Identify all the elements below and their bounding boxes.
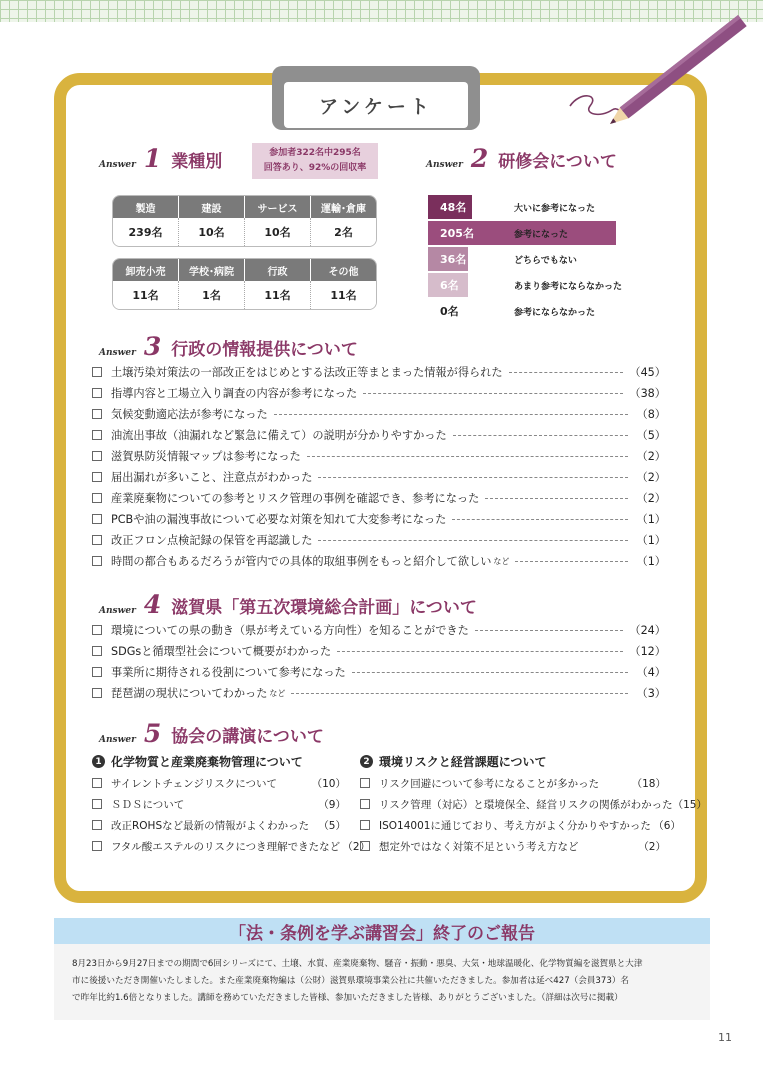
item-count: （24）	[629, 624, 666, 637]
list-item	[92, 662, 666, 682]
report-body: 8月23日から9月27日までの期間で6回シリーズにて、土壌、水質、産業廃棄物、騒音・振動・悪臭、大気・地球温暖化、化学物質編を滋賀県と大津 市に後援いただき開催いたしました。また産業廃棄物編は（公財）滋賀県環境事業公社に共催いただきました。参加者は延べ427（会員373）名 で昨年比約1.6倍となりました。講師を務めていただきました皆様、参加いただきました皆様、ありがとうございました。（詳細は次号に掲載）	[72, 959, 643, 1003]
leader-dots	[475, 630, 624, 631]
item-count: （6）	[653, 819, 681, 832]
item-count: （5）	[318, 819, 346, 832]
list-item	[92, 836, 371, 856]
rating-bar: 205名	[428, 221, 616, 245]
item-count: （12）	[629, 645, 666, 658]
item-text: サイレントチェンジリスクについて	[111, 777, 278, 790]
industry-count: 2名	[311, 218, 376, 246]
list-item	[92, 467, 666, 487]
item-count: （10）	[311, 777, 346, 790]
industry-name: その他	[311, 259, 376, 281]
response-rate-note: 参加者322名中295名 回答あり、92%の回収率	[252, 143, 378, 179]
item-text: 土壌汚染対策法の一部改正をはじめとする法改正等まとまった情報が得られた	[111, 366, 503, 379]
list-item	[92, 815, 346, 835]
rating-label: 大いに参考になった	[514, 203, 596, 214]
item-count: （2）	[636, 471, 666, 484]
item-text: リスク管理（対応）と環境保全、経営リスクの関係がわかった	[379, 798, 673, 811]
item-count: （8）	[636, 408, 666, 421]
item-count: （15）	[672, 798, 707, 811]
list-item	[92, 488, 666, 508]
list-item	[360, 836, 666, 856]
item-count: （5）	[636, 429, 666, 442]
list-item	[360, 794, 707, 814]
leader-dots	[318, 540, 628, 541]
rating-row	[428, 247, 728, 271]
checkbox-icon	[92, 514, 102, 524]
checkbox-icon	[92, 646, 102, 656]
checkbox-icon	[92, 388, 102, 398]
list-item	[92, 362, 666, 382]
item-text: リスク回避について参考になることが多かった	[379, 777, 600, 790]
industry-table-1	[112, 195, 377, 247]
list-item	[92, 404, 666, 424]
item-text: 届出漏れが多いこと、注意点がわかった	[111, 471, 313, 484]
rating-bar: 48名	[428, 195, 472, 219]
item-count: （2）	[342, 840, 371, 853]
lecture-2-heading: 2 環境リスクと経営課題について	[360, 753, 547, 770]
item-text: SDGsと循環型社会について概要がわかった	[111, 645, 332, 658]
rating-label: 参考にならなかった	[514, 307, 596, 318]
lecture-1-heading: 1 化学物質と産業廃棄物管理について	[92, 753, 303, 770]
item-suffix: など	[269, 688, 286, 698]
industry-count: 11名	[311, 281, 376, 309]
pencil-icon	[560, 6, 750, 136]
checkbox-icon	[92, 667, 102, 677]
leader-dots	[515, 561, 628, 562]
answer-4-heading: Answer 4 滋賀県「第五次環境総合計画」について	[99, 590, 477, 619]
item-count: （2）	[636, 450, 666, 463]
rating-bar: 0名	[428, 299, 468, 323]
rating-row	[428, 299, 728, 323]
item-count: （18）	[631, 777, 666, 790]
industry-name: 卸売小売	[113, 259, 179, 281]
item-text: 想定外ではなく対策不足という考え方など	[379, 840, 579, 853]
page-title: アンケート	[284, 82, 468, 128]
checkbox-icon	[360, 841, 370, 851]
answer-5-heading: Answer 5 協会の講演について	[99, 719, 324, 748]
checkbox-icon	[92, 841, 102, 851]
list-item	[92, 620, 666, 640]
leader-dots	[509, 372, 624, 373]
item-count: （1）	[636, 555, 666, 568]
item-text: PCBや油の漏洩事故について必要な対策を知れて大変参考になった	[111, 513, 447, 526]
industry-count: 10名	[245, 218, 311, 246]
list-item	[92, 425, 666, 445]
item-text: 油流出事故（油漏れなど緊急に備えて）の説明が分かりやすかった	[111, 429, 447, 442]
list-item	[360, 773, 666, 793]
leader-dots	[352, 672, 628, 673]
checkbox-icon	[92, 556, 102, 566]
checkbox-icon	[92, 799, 102, 809]
answer-1-heading: Answer 1 業種別	[99, 144, 223, 173]
rating-bar: 36名	[428, 247, 468, 271]
checkbox-icon	[92, 409, 102, 419]
checkbox-icon	[360, 778, 370, 788]
item-text: 時間の都合もあるだろうが管内での具体的取組事例をもっと紹介して欲しい	[111, 555, 492, 568]
leader-dots	[318, 477, 628, 478]
seminar-report-box	[54, 918, 710, 1020]
rating-label: あまり参考にならなかった	[514, 281, 623, 292]
answer-3-heading: Answer 3 行政の情報提供について	[99, 332, 358, 361]
checkbox-icon	[92, 820, 102, 830]
answer-2-heading: Answer 2 研修会について	[426, 144, 617, 173]
item-text: ＳＤＳについて	[111, 798, 185, 811]
rating-label: 参考になった	[514, 229, 569, 240]
list-item	[92, 551, 666, 571]
industry-count: 1名	[179, 281, 245, 309]
page-number: 11	[718, 1031, 732, 1044]
list-item	[92, 794, 346, 814]
industry-name: 学校･病院	[179, 259, 245, 281]
item-text: 指導内容と工場立入り調査の内容が参考になった	[111, 387, 358, 400]
item-text: 環境についての県の動き（県が考えている方向性）を知ることができた	[111, 624, 469, 637]
item-count: （1）	[636, 513, 666, 526]
list-item	[92, 683, 666, 703]
item-count: （45）	[629, 366, 666, 379]
item-text: 改正ROHSなど最新の情報がよくわかった	[111, 819, 310, 832]
list-item	[92, 383, 666, 403]
checkbox-icon	[92, 367, 102, 377]
leader-dots	[291, 693, 628, 694]
list-item	[92, 509, 666, 529]
industry-count: 11名	[245, 281, 311, 309]
checkbox-icon	[92, 778, 102, 788]
item-text: 事業所に期待される役割について参考になった	[111, 666, 346, 679]
item-count: （2）	[638, 840, 666, 853]
rating-row	[428, 195, 728, 219]
checkbox-icon	[92, 430, 102, 440]
item-text: 産業廃棄物についての参考とリスク管理の事例を確認でき、参考になった	[111, 492, 480, 505]
leader-dots	[452, 519, 628, 520]
leader-dots	[337, 651, 623, 652]
list-item	[92, 641, 666, 661]
industry-name: 行政	[245, 259, 311, 281]
leader-dots	[274, 414, 628, 415]
item-count: （1）	[636, 534, 666, 547]
item-text: 改正フロン点検記録の保管を再認識した	[111, 534, 313, 547]
industry-table-2	[112, 258, 377, 310]
rating-row	[428, 273, 728, 297]
list-item	[92, 446, 666, 466]
rating-bar: 6名	[428, 273, 468, 297]
checkbox-icon	[360, 820, 370, 830]
industry-name: 建設	[179, 196, 245, 218]
report-title: 「法・条例を学ぶ講習会」終了のご報告	[54, 918, 710, 944]
industry-count: 11名	[113, 281, 179, 309]
industry-name: 製造	[113, 196, 179, 218]
leader-dots	[307, 456, 628, 457]
item-count: （4）	[636, 666, 666, 679]
checkbox-icon	[360, 799, 370, 809]
leader-dots	[453, 435, 628, 436]
leader-dots	[485, 498, 628, 499]
checkbox-icon	[92, 451, 102, 461]
item-text: 滋賀県防災情報マップは参考になった	[111, 450, 301, 463]
industry-count: 239名	[113, 218, 179, 246]
item-text: フタル酸エステルのリスクにつき理解できたなど	[111, 840, 341, 853]
checkbox-icon	[92, 625, 102, 635]
checkbox-icon	[92, 472, 102, 482]
item-text: 気候変動適応法が参考になった	[111, 408, 268, 421]
checkbox-icon	[92, 535, 102, 545]
item-count: （9）	[318, 798, 346, 811]
industry-name: 運輸･倉庫	[311, 196, 376, 218]
item-count: （3）	[636, 687, 666, 700]
list-item	[92, 530, 666, 550]
rating-row	[428, 221, 728, 245]
checkbox-icon	[92, 493, 102, 503]
industry-name: サービス	[245, 196, 311, 218]
item-text: ISO14001に通じており、考え方がよく分かりやすかった	[379, 819, 651, 832]
industry-count: 10名	[179, 218, 245, 246]
leader-dots	[363, 393, 623, 394]
item-text: 琵琶湖の現状についてわかった	[111, 687, 268, 700]
rating-label: どちらでもない	[514, 255, 577, 266]
list-item	[92, 773, 346, 793]
item-count: （2）	[636, 492, 666, 505]
item-suffix: など	[493, 556, 510, 566]
item-count: （38）	[629, 387, 666, 400]
checkbox-icon	[92, 688, 102, 698]
list-item	[360, 815, 681, 835]
